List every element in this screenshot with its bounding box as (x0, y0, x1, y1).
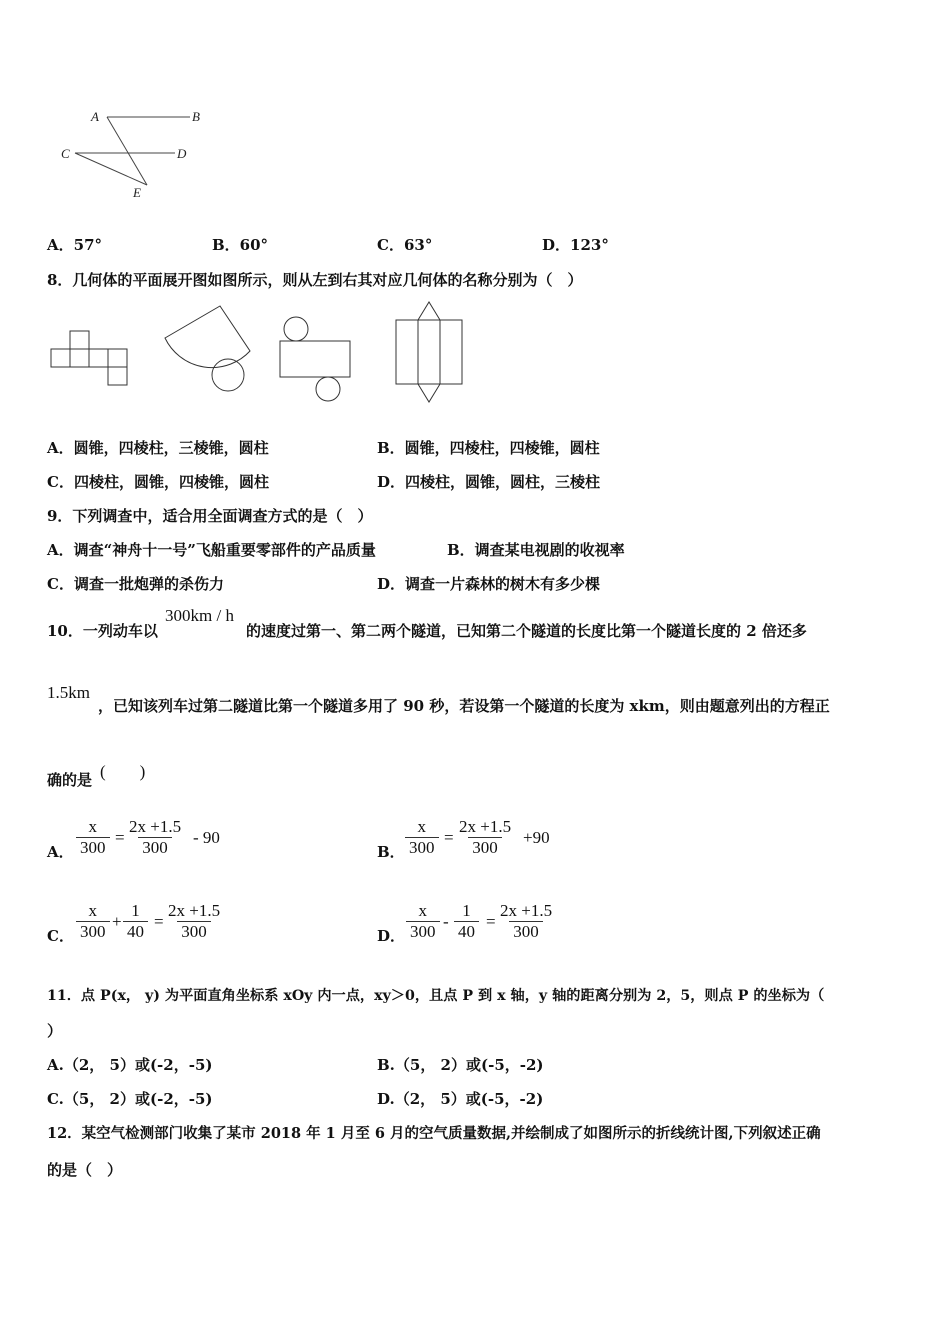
q8-option-b: B．圆锥，四棱柱，四棱锥，圆柱 (377, 439, 600, 457)
q10-option-c-fraction-3: $\frac{2x +1.5}{300}$ (168, 901, 221, 941)
label-c: C (61, 146, 70, 161)
q12-stem-line1: 12．某空气检测部门收集了某市 2018 年 1 月至 6 月的空气质量数据,并绘制成了如图所示的折线统计图,下列叙述正确 (47, 1125, 821, 1142)
q11-option-c: C.（5， 2）或(-2，-5) (47, 1090, 213, 1108)
q9-stem: 9．下列调查中，适合用全面调查方式的是（ ） (47, 507, 373, 525)
q7-option-b: B．60° (212, 236, 269, 254)
q9-option-b: B．调查某电视剧的收视率 (447, 541, 625, 559)
q11-stem-line1: 11．点 P(x， y) 为平面直角坐标系 xOy 内一点，xy＞0，且点 P 到 x 轴，y 轴的距离分别为 2，5，则点 P 的坐标为（ (47, 988, 825, 1004)
q10-option-c-fraction-2: $\frac{1}{40}$ (123, 901, 148, 942)
q11-option-d: D.（2， 5）或(-5，-2) (377, 1090, 544, 1108)
cube-net-figure (50, 330, 132, 390)
cylinder-net-figure (275, 315, 355, 405)
q7-option-c: C．63° (377, 236, 433, 254)
q10-option-d-fraction-1: $\frac{x}{300}$ (406, 901, 440, 942)
q9-option-d: D．调查一片森林的树木有多少棵 (377, 575, 601, 593)
line-ce (75, 153, 147, 185)
q7-option-a: A．57° (47, 236, 103, 254)
label-b: B (192, 109, 200, 124)
q10-option-a-equals: = (115, 828, 125, 847)
q10-option-d-fraction-2: $\frac{1}{40}$ (454, 901, 479, 942)
q9-option-a: A．调查“神舟十一号”飞船重要零部件的产品质量 (47, 541, 376, 559)
q10-option-c-fraction-1: $\frac{x}{300}$ (76, 901, 110, 942)
q12-stem-line2: 的是（ ） (47, 1161, 123, 1179)
q8-stem: 8．几何体的平面展开图如图所示，则从左到右其对应几何体的名称分别为（ ） (47, 271, 583, 289)
q7-option-d: D．123° (542, 236, 609, 254)
q8-option-a: A．圆锥，四棱柱，三棱锥，圆柱 (47, 439, 269, 457)
prism-net-figure (390, 298, 470, 408)
q10-option-b-equals: = (444, 828, 454, 847)
q11-option-b: B.（5， 2）或(-5，-2) (377, 1056, 544, 1074)
cone-net-figure (160, 303, 255, 393)
q9-option-c: C．调查一批炮弹的杀伤力 (47, 575, 224, 593)
q10-stem-part1: 10．一列动车以 (47, 622, 158, 640)
q8-option-c: C．四棱柱，圆锥，四棱锥，圆柱 (47, 473, 269, 491)
q10-stem-part3: ，已知该列车过第二隧道比第一个隧道多用了 90 秒，若设第一个隧道的长度为 xkm，则由题意列出的方程正 (98, 697, 830, 715)
q11-option-a: A.（2， 5）或(-2，-5) (47, 1056, 213, 1074)
label-e: E (133, 185, 141, 200)
q10-option-b-fraction-1: $\frac{x}{300}$ (405, 817, 439, 858)
q10-stem-part4: 确的是 (47, 771, 93, 789)
q10-option-a-tail: - 90 (193, 828, 220, 847)
q10-option-a-label: A． (47, 843, 74, 861)
q8-option-d: D．四棱柱，圆锥，圆柱，三棱柱 (377, 473, 601, 491)
q10-option-d-fraction-3: $\frac{2x +1.5}{300}$ (500, 901, 553, 941)
line-ae (107, 117, 147, 185)
q10-option-a-fraction-2: $\frac{2x +1.5}{300}$ (129, 817, 182, 857)
parallel-lines-figure (55, 105, 215, 200)
q10-option-c-label: C． (47, 927, 74, 945)
q11-stem-line2: ） (47, 1022, 63, 1040)
q10-length: 1.5km (47, 683, 90, 702)
q10-option-b-tail: +90 (523, 828, 550, 847)
label-a: A (91, 109, 99, 124)
q10-option-c-equals: = (154, 912, 164, 931)
q10-option-b-label: B． (377, 843, 405, 861)
q10-option-d-minus: - (443, 912, 449, 931)
q10-option-b-fraction-2: $\frac{2x +1.5}{300}$ (459, 817, 512, 857)
q10-option-d-label: D． (377, 927, 406, 945)
q10-option-c-plus: + (112, 912, 122, 931)
label-d: D (177, 146, 187, 161)
q10-answer-paren: ( ) (100, 762, 146, 781)
q10-option-d-equals: = (486, 912, 496, 931)
q10-option-a-fraction-1: $\frac{x}{300}$ (76, 817, 110, 858)
q10-stem-part2: 的速度过第一、第二两个隧道，已知第二个隧道的长度比第一个隧道长度的 2 倍还多 (246, 622, 807, 640)
q10-speed: 300km / h (165, 606, 234, 625)
